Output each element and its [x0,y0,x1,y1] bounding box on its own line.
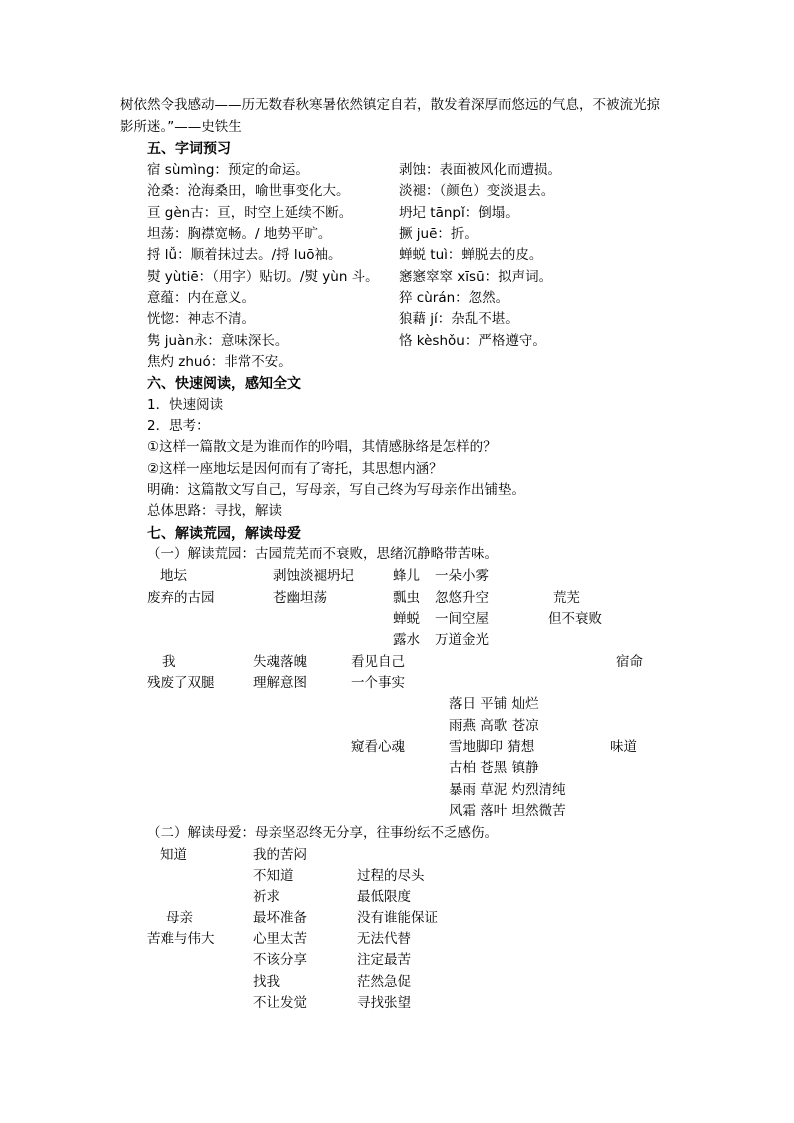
vocab-left-5: 熨 yùtiē：（用字）贴切。/熨 yùn 斗。 [147,269,379,285]
diagram1-cang: 苍幽坦荡 [273,590,327,606]
diagram3-zhidao: 知道 [160,847,187,863]
section6-item-2: ①这样一篇散文是为谁而作的吟唱，其情感脉络是怎样的？ [147,439,497,455]
vocab-right-6: 猝 cùrán：忽然。 [399,290,510,306]
diagram3-col1-5: 不该分享 [253,952,307,968]
diagram3-muqin: 母亲 [166,910,193,926]
section6-item-4: 明确：这篇散文写自己，写母亲，写自己终为写母亲作出铺垫。 [147,482,525,498]
vocab-left-7: 恍惚：神志不清。 [147,311,255,327]
intro-line-2: 影所迷。”——史铁生 [120,119,242,135]
diagram2-row-2: 雪地脚印 猜想 [449,739,535,755]
vocab-left-2: 亘 gèn古：亘，时空上延续不断。 [147,205,353,221]
section6-title: 六、快速阅读，感知全文 [147,376,301,392]
vocab-right-2: 坍圮 tānpǐ：倒塌。 [399,205,519,221]
vocab-left-0: 宿 sùmìng：预定的命运。 [147,162,309,178]
diagram3-col2-5: 茫然急促 [357,974,411,990]
section7-title: 七、解读荒园，解读母爱 [147,526,301,542]
diagram1-f1: 蜂儿 [393,568,420,584]
diagram1-g1: 一朵小雾 [435,568,489,584]
diagram2-kanjian: 看见自己 [351,654,405,670]
section7-sub2: （二）解读母爱：母亲坚忍终无分享，往事纷纭不乏感伤。 [147,825,498,841]
diagram1-huang: 荒芜 [553,590,580,606]
diagram2-row-4: 暴雨 草泥 灼烈清纯 [449,782,566,798]
vocab-right-4: 蝉蜕 tuì：蝉脱去的皮。 [399,247,543,263]
diagram3-col1-0: 我的苦闷 [253,847,307,863]
diagram1-g4: 万道金光 [435,632,489,648]
vocab-right-8: 恪 kèshǒu：严格遵守。 [399,333,546,349]
vocab-right-7: 狼藉 jí：杂乱不堪。 [399,311,519,327]
section6-item-1: 2．思考： [147,418,210,434]
diagram1-bushuai: 但不衰败 [548,611,602,627]
vocab-left-9: 焦灼 zhuó：非常不安。 [147,354,292,370]
diagram1-g2: 忽悠升空 [435,590,489,606]
diagram1-f3: 蝉蜕 [393,611,420,627]
diagram3-col1-2: 祈求 [253,889,280,905]
diagram3-col1-1: 不知道 [253,868,294,884]
section5-title: 五、字词预习 [147,141,231,157]
diagram2-row-1: 雨燕 高歌 苍凉 [449,718,539,734]
diagram3-col1-3: 最坏准备 [253,910,307,926]
diagram2-yige: 一个事实 [351,675,405,691]
diagram1-g3: 一间空屋 [435,611,489,627]
vocab-left-3: 坦荡：胸襟宽畅。/ 地势平旷。 [147,226,332,242]
diagram2-row-3: 古柏 苍黑 镇静 [449,760,539,776]
diagram2-kuikan: 窥看心魂 [351,739,405,755]
diagram1-f2: 瓢虫 [393,590,420,606]
section6-item-0: 1．快速阅读 [147,397,224,413]
diagram3-col2-3: 无法代替 [357,931,411,947]
diagram3-col1-6: 找我 [253,974,280,990]
diagram2-weidao: 味道 [610,739,637,755]
section6-item-5: 总体思路：寻找，解读 [147,503,282,519]
diagram3-col2-2: 没有谁能保证 [357,910,438,926]
vocab-left-6: 意蕴：内在意义。 [147,290,255,306]
diagram1-f4: 露水 [393,632,420,648]
diagram2-wo: 我 [162,654,176,670]
vocab-left-1: 沧桑：沧海桑田，喻世事变化大。 [147,183,350,199]
vocab-left-8: 隽 juàn永：意味深长。 [147,333,289,349]
intro-line-1: 树依然令我感动——历无数春秋寒暑依然镇定自若，散发着深厚而悠远的气息，不被流光掠 [120,97,660,113]
section7-sub1: （一）解读荒园：古园荒芜而不衰败，思绪沉静略带苦味。 [147,546,498,562]
section6-item-3: ②这样一座地坛是因何而有了寄托，其思想内涵？ [147,461,443,477]
diagram3-col2-0: 过程的尽头 [357,868,425,884]
diagram2-row-5: 风霜 落叶 坦然微苦 [449,803,566,819]
vocab-left-4: 捋 lǚ：顺着抹过去。/捋 luō袖。 [147,247,342,263]
diagram2-canfei: 残废了双腿 [147,675,215,691]
diagram2-shihun: 失魂落魄 [253,654,307,670]
diagram3-kunan: 苦难与伟大 [147,931,215,947]
vocab-right-3: 撅 juē：折。 [399,226,478,242]
diagram3-col2-6: 寻找张望 [357,995,411,1011]
diagram1-feiqi: 废弃的古园 [147,590,215,606]
diagram1-bo: 剥蚀淡褪坍圮 [273,568,354,584]
vocab-right-5: 窸窸窣窣 xīsū：拟声词。 [399,269,553,285]
diagram3-col2-4: 注定最苦 [357,952,411,968]
vocab-right-1: 淡褪：（颜色）变淡退去。 [399,183,555,199]
vocab-right-0: 剥蚀：表面被风化而遭损。 [399,162,561,178]
diagram2-suming: 宿命 [616,654,643,670]
diagram3-col1-4: 心里太苦 [253,931,307,947]
diagram1-ditan: 地坛 [160,568,187,584]
diagram3-col1-7: 不让发觉 [253,995,307,1011]
diagram2-row-0: 落日 平铺 灿烂 [449,696,539,712]
diagram3-col2-1: 最低限度 [357,889,411,905]
diagram2-lijie: 理解意图 [253,675,307,691]
